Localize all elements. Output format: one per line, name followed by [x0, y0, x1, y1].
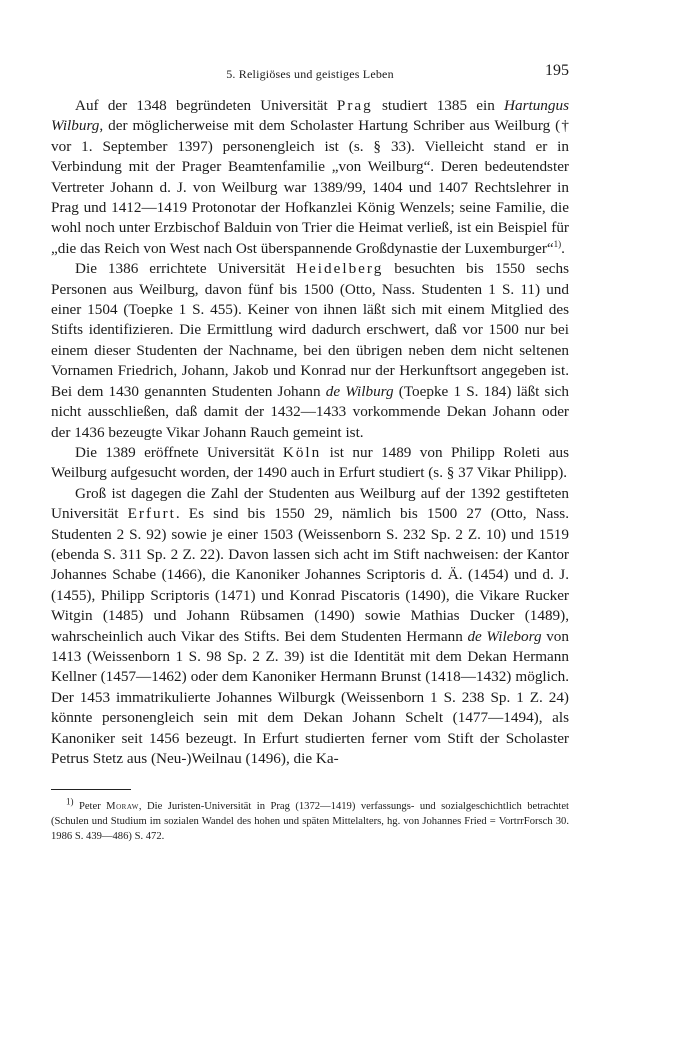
page-number: 195	[545, 62, 569, 79]
text-run: .	[561, 239, 565, 257]
running-head: 5. Religiöses und geistiges Leben	[226, 67, 394, 81]
footnote-marker: 1)	[553, 238, 562, 249]
italic-text: de Wilburg	[325, 382, 394, 400]
footnote-marker: 1)	[66, 796, 74, 807]
text-run: , der möglicherweise mit dem Scholaster Hartung Schriber aus Weilburg († vor 1. September 1397) personengleich ist (s. § 33). Vielleicht stand er in Verbindung mit der Prager Beamtenfamilie „von Weilburg“. Deren bedeutendster Vertreter Johann d. J. von Weilburg war 1389/99, 1404 und 1407 Rechtslehrer in Prag und 1412—1419 Protonotar der Hofkanzlei König Wenzels; seine Familie, die wohl noch unter Erzbischof Balduin von Trier die Heimat verließ, ist ein Beispiel für „die das Reich von West nach Ost überspannende Großdynastie der Luxemburger“	[51, 117, 569, 257]
footnote-divider	[51, 789, 131, 790]
text-run: ist nur 1489 von Philipp Roleti aus Weilburg aufgesucht worden, der 1490 auch in Erfurt studiert (s. § 37 Vikar Philipp).	[51, 443, 569, 482]
spaced-text: Prag	[336, 97, 373, 114]
paragraph	[51, 96, 569, 259]
text-run: Auf der 1348 begründeten Universität	[75, 97, 337, 114]
paragraph	[51, 259, 569, 443]
spaced-text: Heidelberg	[296, 260, 384, 278]
paragraph	[51, 443, 569, 484]
text-run: besuchten bis 1550 sechs Personen aus Weilburg, davon fünf bis 1500 (Otto, Nass. Studenten 1 S. 11) und einer 1504 (Toepke 1 S. 455). Keiner von ihnen läßt sich mit einem Mitglied des Stifts identifizieren. Die Ermittlung wird dadurch erschwert, daß vor 1500 nur bei einem dieser Studenten der Nachname, bei den übrigen neben dem nicht seltenen Vornamen Friedrich, Johann, Jakob und Konrad nur der Herkunftsort angegeben ist. Bei dem 1430 genannten Studenten Johann	[51, 260, 569, 400]
paragraph	[51, 484, 569, 770]
text-run: Die 1389 eröffnete Universität	[75, 443, 283, 461]
footnote	[51, 796, 569, 844]
italic-text: de Wileborg	[467, 627, 542, 645]
page-header	[51, 62, 569, 84]
text-run: Peter	[73, 801, 107, 813]
text-run: studiert 1385 ein	[372, 97, 505, 114]
text-run: Groß ist dagegen die Zahl der Studenten aus Weilburg auf der 1392 gestifteten Universität	[51, 484, 569, 523]
book-page	[51, 62, 569, 844]
text-run: . Es sind bis 1550 29, nämlich bis 1500 27 (Otto, Nass. Studenten 2 S. 92) sowie je einer 1503 (Weissenborn S. 232 Sp. 2 Z. 10) und 1519 (ebenda S. 311 Sp. 2 Z. 22). Davon lassen sich acht im Stift nachweisen: der Kantor Johannes Schabe (1466), die Kanoniker Johannes Scriptoris d. Ä. (1454) und d. J. (1455), Philipp Scriptoris (1471) und Konrad Piscatoris (1490), die Vikare Rucker Witgin (1485) und Johann Rübsamen (1490) sowie Mathias Ducker (1489), wahrscheinlich auch Vikar des Stifts. Bei dem Studenten Hermann	[51, 505, 569, 645]
text-run: Die 1386 errichtete Universität	[75, 260, 297, 278]
italic-text: Hartungus Wilburg	[51, 97, 569, 135]
text-run: , Die Juristen-Universität in Prag (1372—1419) verfassungs- und sozialgeschichtlich betrachtet (Schulen und Studium im sozialen Wandel des hohen und späten Mittelalters, hg. von Johannes Fried = VortrrForsch 30. 1986 S. 439—486) S. 472.	[51, 801, 569, 843]
author-name: Moraw	[106, 801, 139, 813]
spaced-text: Erfurt	[127, 505, 176, 523]
text-run: (Toepke 1 S. 184) läßt sich nicht ausschließen, daß damit der 1432—1433 vorkommende Dekan Johann oder der 1436 bezeugte Vikar Johann Rauch gemeint ist.	[51, 382, 569, 441]
spaced-text: Köln	[282, 443, 322, 461]
body-text	[51, 96, 569, 769]
text-run: von 1413 (Weissenborn 1 S. 98 Sp. 2 Z. 39) ist die Identität mit dem Dekan Hermann Kellner (1457—1462) oder dem Kanoniker Hermann Brunst (1418—1432) möglich. Der 1453 immatrikulierte Johannes Wilburgk (Weissenborn 1 S. 238 Sp. 1 Z. 24) könnte personengleich sein mit dem Dekan Johann Schelt (1477—1494), als Kanoniker seit 1456 bezeugt. In Erfurt studierten ferner vom Stift der Scholaster Petrus Stetz aus (Neu-)Weilnau (1496), die Ka-	[51, 627, 569, 767]
